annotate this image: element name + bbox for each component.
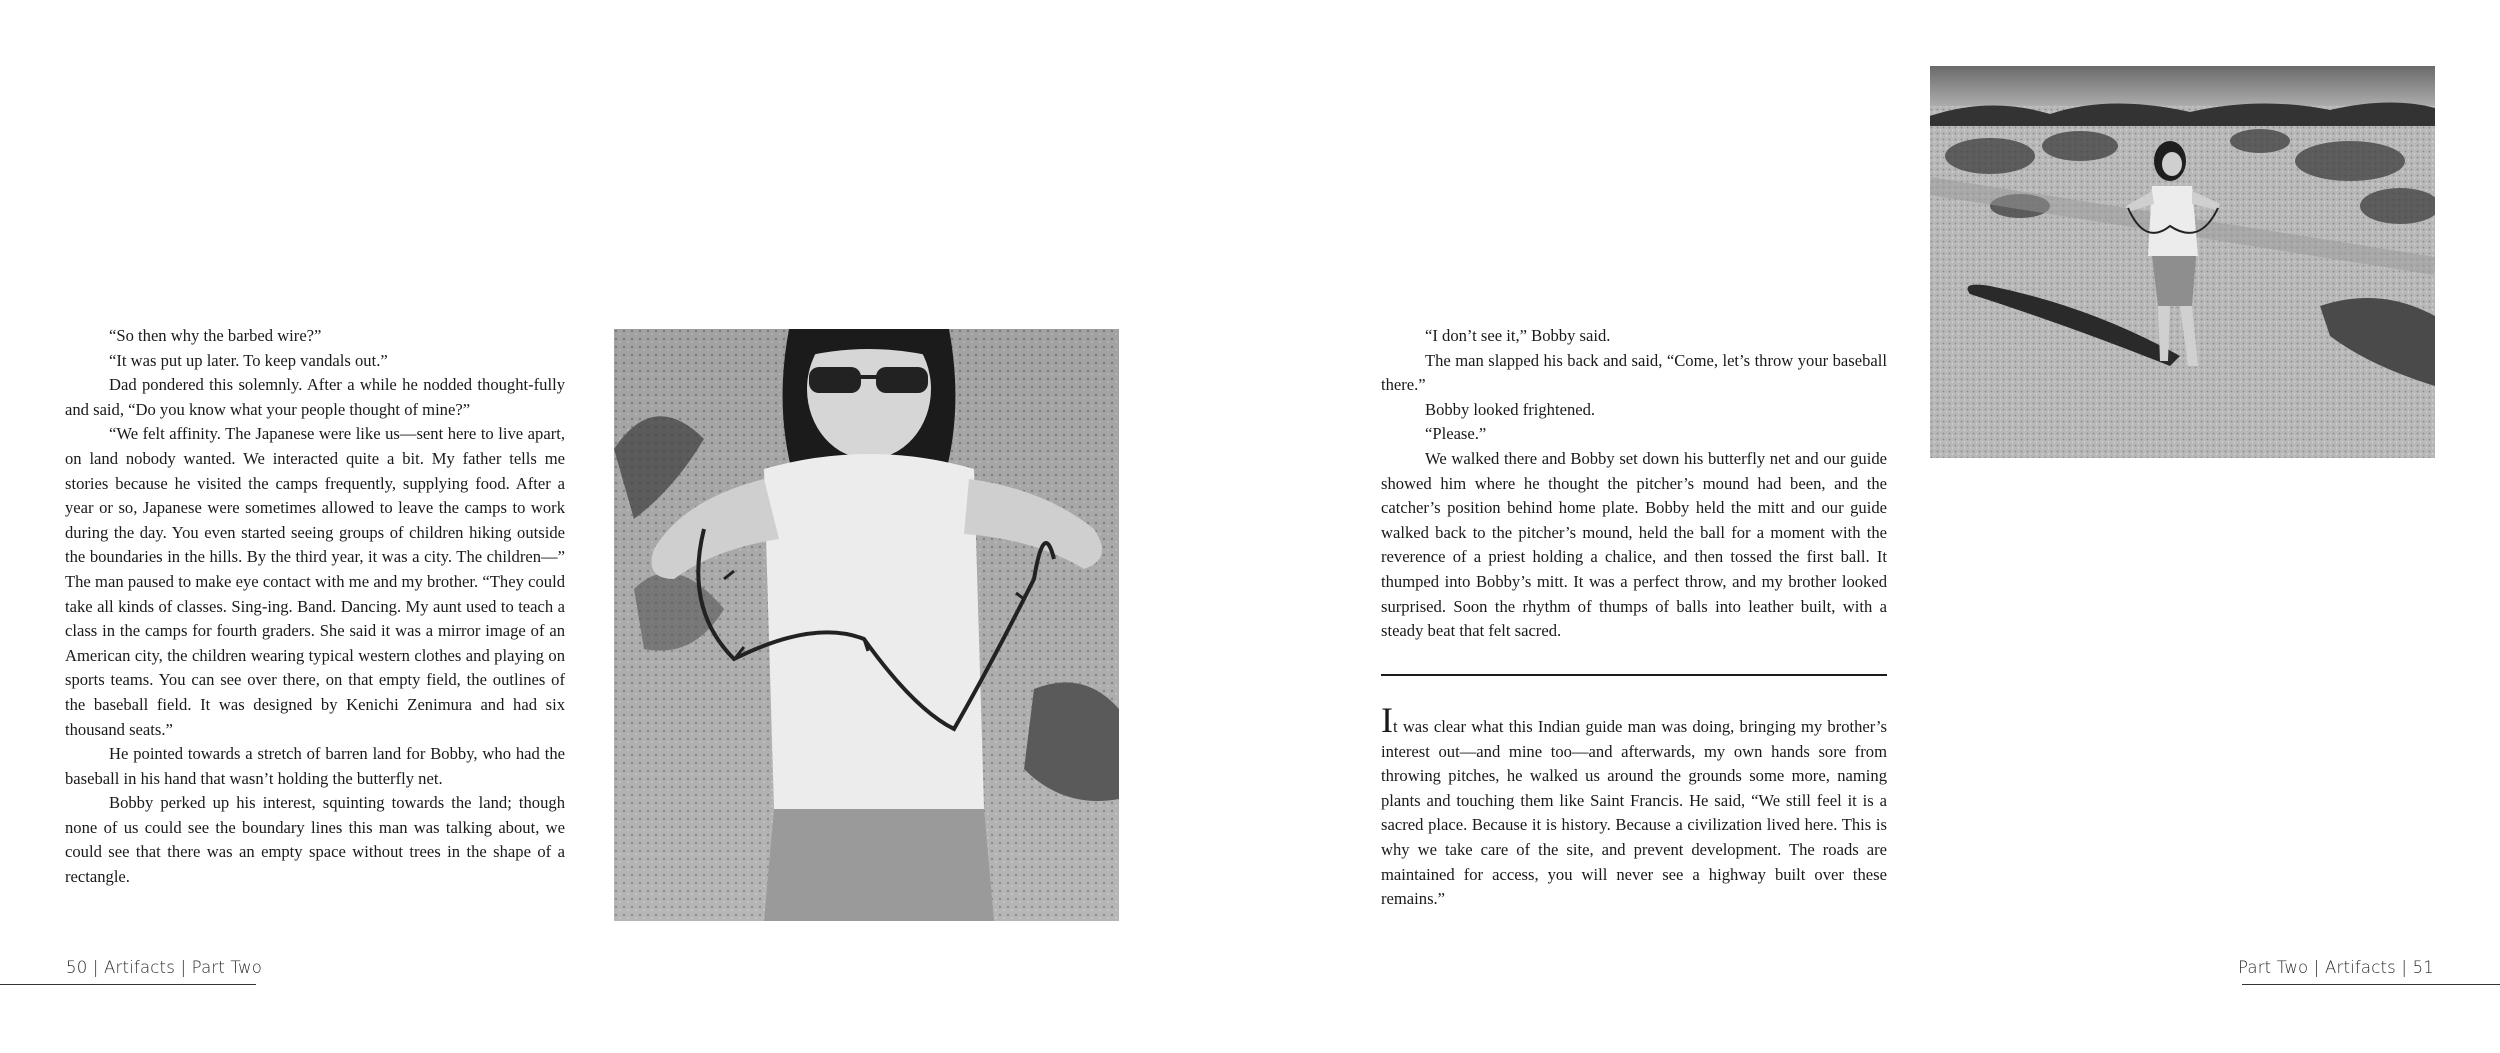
paragraph: He pointed towards a stretch of barren land for Bobby, who had the baseball in his hand that wasn’t holding the butterfly net. (65, 744, 565, 788)
left-body-text (65, 324, 565, 890)
right-section-text (1381, 700, 1887, 912)
paragraph-with-dropcap (1381, 700, 1887, 912)
paragraph: “I don’t see it,” Bobby said. (1425, 326, 1611, 345)
right-body-text (1381, 324, 1887, 644)
right-page (1250, 0, 2500, 1053)
right-folio-rule (2242, 984, 2500, 985)
right-folio: Part Two | Artifacts | 51 (2237, 958, 2434, 977)
photo-girl-barbed-wire-image (614, 329, 1119, 921)
paragraph: Dad pondered this solemnly. After a while he nodded thought-fully and said, “Do you know what your people thought of mine?” (65, 375, 565, 419)
left-folio-rule (0, 984, 256, 985)
paragraph: We walked there and Bobby set down his butterfly net and our guide showed him where he thought the pitcher’s mound had been, and the catcher’s position behind home plate. Bobby held the mitt and our guide walked back to the pitcher’s mound, held the ball for a moment with the reverence of a priest holding a chalice, and then tossed the first ball. It thumped into Bobby’s mitt. It was a perfect throw, and my brother looked surprised. Soon the rhythm of thumps of balls into leather built, with a steady beat that felt sacred. (1381, 448, 1887, 641)
section-divider (1381, 674, 1887, 676)
photo-girl-desert-field-image (1930, 66, 2435, 458)
paragraph-text: t was clear what this Indian guide man was doing, bringing my brother’s interest out—and mine too—and afterwards, my own hands sore from throwing pitches, he walked us around the grounds some more, naming plants and touching them like Saint Francis. He said, “We still feel it is a sacred place. Because it is history. Because a civilization lived here. This is why we take care of the site, and prevent development. The roads are maintained for access, you will never see a highway built over these remains.” (1381, 717, 1887, 909)
left-folio: 50 | Artifacts | Part Two (66, 958, 263, 977)
paragraph: “We felt affinity. The Japanese were like us—sent here to live apart, on land nobody wanted. We interacted quite a bit. My father tells me stories because he visited the camps frequently, supplying food. After a year or so, Japanese were sometimes allowed to leave the camps to work during the day. You even started seeing groups of children hiking outside the boundaries in the hills. By the third year, it was a city. The children—” The man paused to make eye contact with me and my brother. “They could take all kinds of classes. Sing-ing. Band. Dancing. My aunt used to teach a class in the camps for fourth graders. She said it was a mirror image of an American city, the children wearing typical western clothes and playing on sports teams. You can see over there, on that empty field, the outlines of the baseball field. It was designed by Kenichi Zenimura and had six thousand seats.” (65, 424, 565, 739)
paragraph: The man slapped his back and said, “Come, let’s throw your baseball there.” (1381, 350, 1887, 395)
dropcap: I (1381, 700, 1393, 740)
paragraph: “It was put up later. To keep vandals out.” (109, 350, 388, 370)
paragraph: Bobby perked up his interest, squinting towards the land; though none of us could see the boundary lines this man was talking about, we could see that there was an empty space without trees in the shape of a rectangle. (65, 793, 565, 887)
paragraph: Bobby looked frightened. (1425, 399, 1596, 419)
photo-girl-barbed-wire (614, 329, 1119, 921)
photo-girl-desert-field (1930, 66, 2435, 458)
paragraph: “So then why the barbed wire?” (109, 326, 322, 345)
paragraph: “Please.” (1425, 424, 1487, 444)
